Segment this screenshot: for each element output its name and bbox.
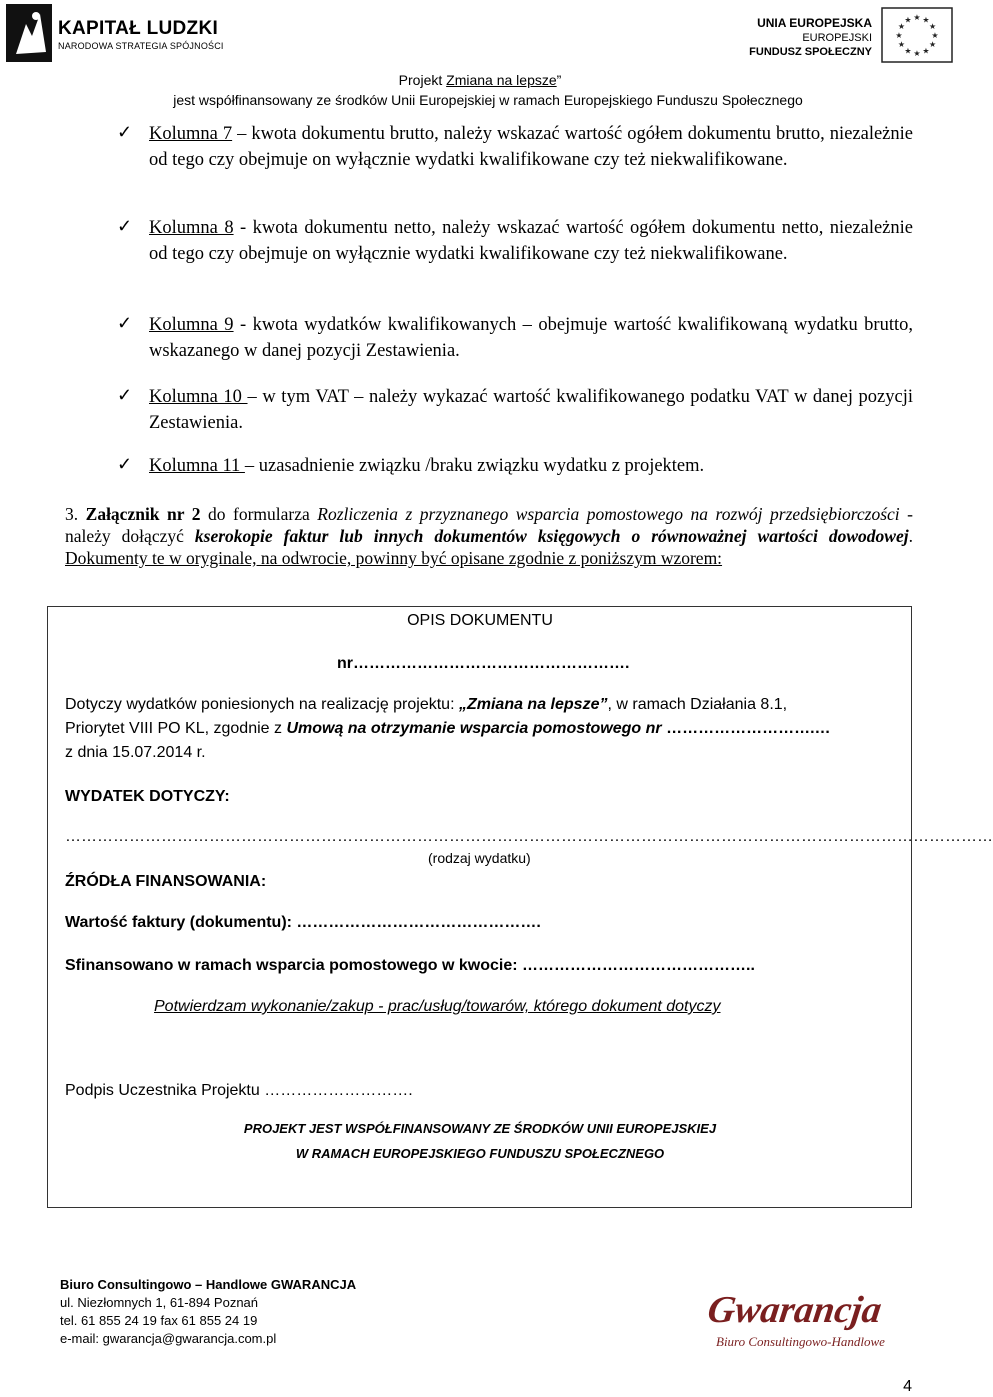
eu-label <box>749 16 872 59</box>
eu-star-icon: ★ <box>922 15 930 25</box>
wydatek-label: WYDATEK DOTYCZY: <box>65 788 230 805</box>
eu-line1: UNIA EUROPEJSKA <box>757 16 872 30</box>
cofinance-note-2: W RAMACH EUROPEJSKIEGO FUNDUSZU SPOŁECZNEGO <box>295 1146 665 1161</box>
footer-email: e-mail: gwarancja@gwarancja.com.pl <box>60 1331 277 1346</box>
gwarancja-logo <box>688 1288 916 1360</box>
header-project: Projekt Zmiana na lepsze” <box>398 72 562 88</box>
kapital-ludzki-logo <box>6 4 56 62</box>
eu-star-icon: ★ <box>922 46 930 56</box>
eu-star-icon: ★ <box>913 13 921 22</box>
eu-star-icon: ★ <box>904 46 912 56</box>
wartosc-label: Wartość faktury (dokumentu): ………………………………………. <box>65 914 541 931</box>
check-icon: ✓ <box>117 454 133 474</box>
check-icon: ✓ <box>117 313 133 333</box>
bullet-kolumna-8: Kolumna 8 - kwota dokumentu netto, należy wskazać wartość ogółem dokumentu netto, niezależnie od tego czy obejmuje on wyłącznie wydatki kwalifikowane czy też niekwalifikowane. <box>149 218 913 264</box>
zrodla-label: ŹRÓDŁA FINANSOWANIA: <box>65 873 267 890</box>
podpis-label: Podpis Uczestnika Projektu ………………………. <box>65 1082 413 1099</box>
footer-address: ul. Niezłomnych 1, 61-894 Poznań <box>60 1295 259 1310</box>
bullet-kolumna-10: Kolumna 10 – w tym VAT – należy wykazać wartość kwalifikowanego podatku VAT w danej pozycji Zestawienia. <box>149 387 913 433</box>
bullet-kolumna-9: Kolumna 9 - kwota wydatków kwalifikowanych – obejmuje wartość kwalifikowaną wydatku brutto, wskazanego w danej pozycji Zestawienia. <box>149 315 913 361</box>
box-desc-line2: Priorytet VIII PO KL, zgodnie z Umową na otrzymanie wsparcia pomostowego nr ……………………….… <box>65 720 831 737</box>
eu-star-icon: ★ <box>895 31 903 40</box>
eu-star-icon: ★ <box>929 40 937 49</box>
eu-star-icon: ★ <box>929 22 937 31</box>
check-icon: ✓ <box>117 216 133 236</box>
eu-star-icon: ★ <box>904 15 912 25</box>
wydatek-dots: ………………………………………………………………………………………………………………………………………………………… <box>65 828 993 845</box>
gwarancja-logo-text: Gwarancja <box>705 1289 885 1331</box>
eu-line3: FUNDUSZ SPOŁECZNY <box>749 46 872 58</box>
eu-flag-icon <box>882 8 952 62</box>
rodzaj-wydatku: (rodzaj wydatku) <box>428 850 531 866</box>
page-number: 4 <box>903 1378 912 1395</box>
header-cofinance: jest współfinansowany ze środków Unii Europejskiej w ramach Europejskiego Funduszu Społecznego <box>173 92 803 108</box>
kapital-ludzki-subtitle: NARODOWA STRATEGIA SPÓJNOŚCI <box>58 41 224 51</box>
bullet-kolumna-11: Kolumna 11 – uzasadnienie związku /braku związku wydatku z projektem. <box>149 456 705 476</box>
check-icon: ✓ <box>117 385 133 405</box>
potwierdzam-text: Potwierdzam wykonanie/zakup - prac/usług/towarów, którego dokument dotyczy <box>154 998 721 1015</box>
sfinansowano-label: Sfinansowano w ramach wsparcia pomostowego w kwocie: …………………………………….. <box>65 957 755 974</box>
eu-star-icon: ★ <box>897 22 905 31</box>
bullet-kolumna-7: Kolumna 7 – kwota dokumentu brutto, należy wskazać wartość ogółem dokumentu brutto, niezależnie od tego czy obejmuje on wyłącznie wydatki kwalifikowane czy też niekwalifikowane. <box>149 124 913 170</box>
cofinance-note-1: PROJEKT JEST WSPÓŁFINANSOWANY ZE ŚRODKÓW UNII EUROPEJSKIEJ <box>243 1121 717 1136</box>
box-desc-date: z dnia 15.07.2014 r. <box>65 744 206 761</box>
gwarancja-logo-sub: Biuro Consultingowo-Handlowe <box>716 1334 885 1349</box>
eu-star-icon: ★ <box>897 40 905 49</box>
eu-star-icon: ★ <box>913 49 921 58</box>
check-icon: ✓ <box>117 122 133 142</box>
eu-line2: EUROPEJSKI <box>802 32 872 44</box>
box-title: OPIS DOKUMENTU <box>407 612 553 629</box>
box-desc-line1: Dotyczy wydatków poniesionych na realizację projektu: „Zmiana na lepsze”, w ramach Działania 8.1, <box>65 696 788 713</box>
footer-company: Biuro Consultingowo – Handlowe GWARANCJA <box>60 1277 357 1292</box>
kapital-ludzki-title: KAPITAŁ LUDZKI <box>58 18 219 39</box>
eu-star-icon: ★ <box>931 31 939 40</box>
box-nr: nr……………………………………………. <box>337 655 630 672</box>
section-3-paragraph: 3. Załącznik nr 2 do formularza Rozliczenia z przyznanego wsparcia pomostowego na rozwój przedsiębiorczości - należy dołączyć kserokopie faktur lub innych dokumentów księgowych o równoważnej wartości dowodowej. Dokumenty te w oryginale, na odwrocie, powinny być opisane zgodnie z poniższym wzorem: <box>65 504 914 568</box>
footer-phone: tel. 61 855 24 19 fax 61 855 24 19 <box>60 1313 258 1328</box>
